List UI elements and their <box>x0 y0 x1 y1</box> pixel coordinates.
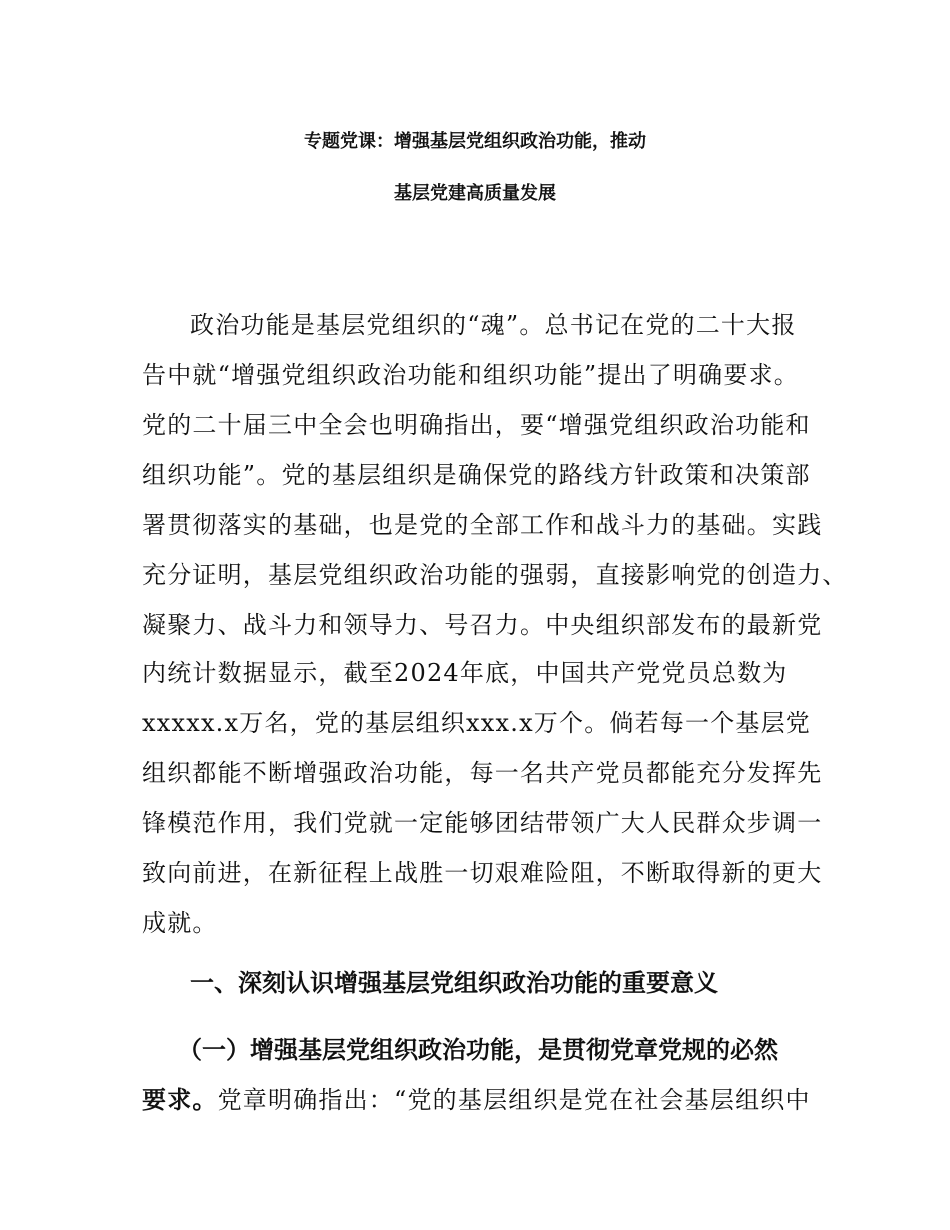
paragraph-line: 组织功能”。党的基层组织是确保党的路线方针政策和决策部 <box>142 461 811 489</box>
subsection-heading-end: 要求。 <box>142 1086 218 1114</box>
paragraph-line: 署贯彻落实的基础，也是党的全部工作和战斗力的基础。实践 <box>142 511 823 539</box>
document-title <box>100 116 850 220</box>
paragraph-line: 致向前进，在新征程上战胜一切艰难险阻，不断取得新的更大 <box>142 859 823 887</box>
paragraph-line: 政治功能是基层党组织的“魂”。总书记在党的二十大报 <box>190 311 797 339</box>
section-heading: 一、深刻认识增强基层党组织政治功能的重要意义 <box>190 969 718 997</box>
paragraph-line: 锋模范作用，我们党就一定能够团结带领广大人民群众步调一 <box>142 809 823 837</box>
title-line-2: 基层党建高质量发展 <box>394 183 556 204</box>
paragraph-line: 充分证明，基层党组织政治功能的强弱，直接影响党的创造力、 <box>142 561 848 589</box>
subsection-heading: （一）增强基层党组织政治功能，是贯彻党章党规的必然 <box>178 1036 778 1064</box>
paragraph-line: 组织都能不断增强政治功能，每一名共产党员都能充分发挥先 <box>142 759 823 787</box>
paragraph-line: xxxxx.x万名，党的基层组织xxx.x万个。倘若每一个基层党 <box>142 709 812 737</box>
paragraph-line: 凝聚力、战斗力和领导力、号召力。中央组织部发布的最新党 <box>142 611 823 639</box>
paragraph-text: 党章明确指出：“党的基层组织是党在社会基层组织中 <box>217 1086 811 1114</box>
paragraph-line <box>142 1085 811 1115</box>
paragraph-line: 内统计数据显示，截至2024年底，中国共产党党员总数为 <box>142 659 788 687</box>
paragraph-line: 党的二十届三中全会也明确指出，要“增强党组织政治功能和 <box>142 411 811 439</box>
title-line-1: 专题党课：增强基层党组织政治功能，推动 <box>304 131 646 152</box>
paragraph-line: 成就。 <box>142 909 218 937</box>
paragraph-line: 告中就“增强党组织政治功能和组织功能”提出了明确要求。 <box>142 361 799 389</box>
